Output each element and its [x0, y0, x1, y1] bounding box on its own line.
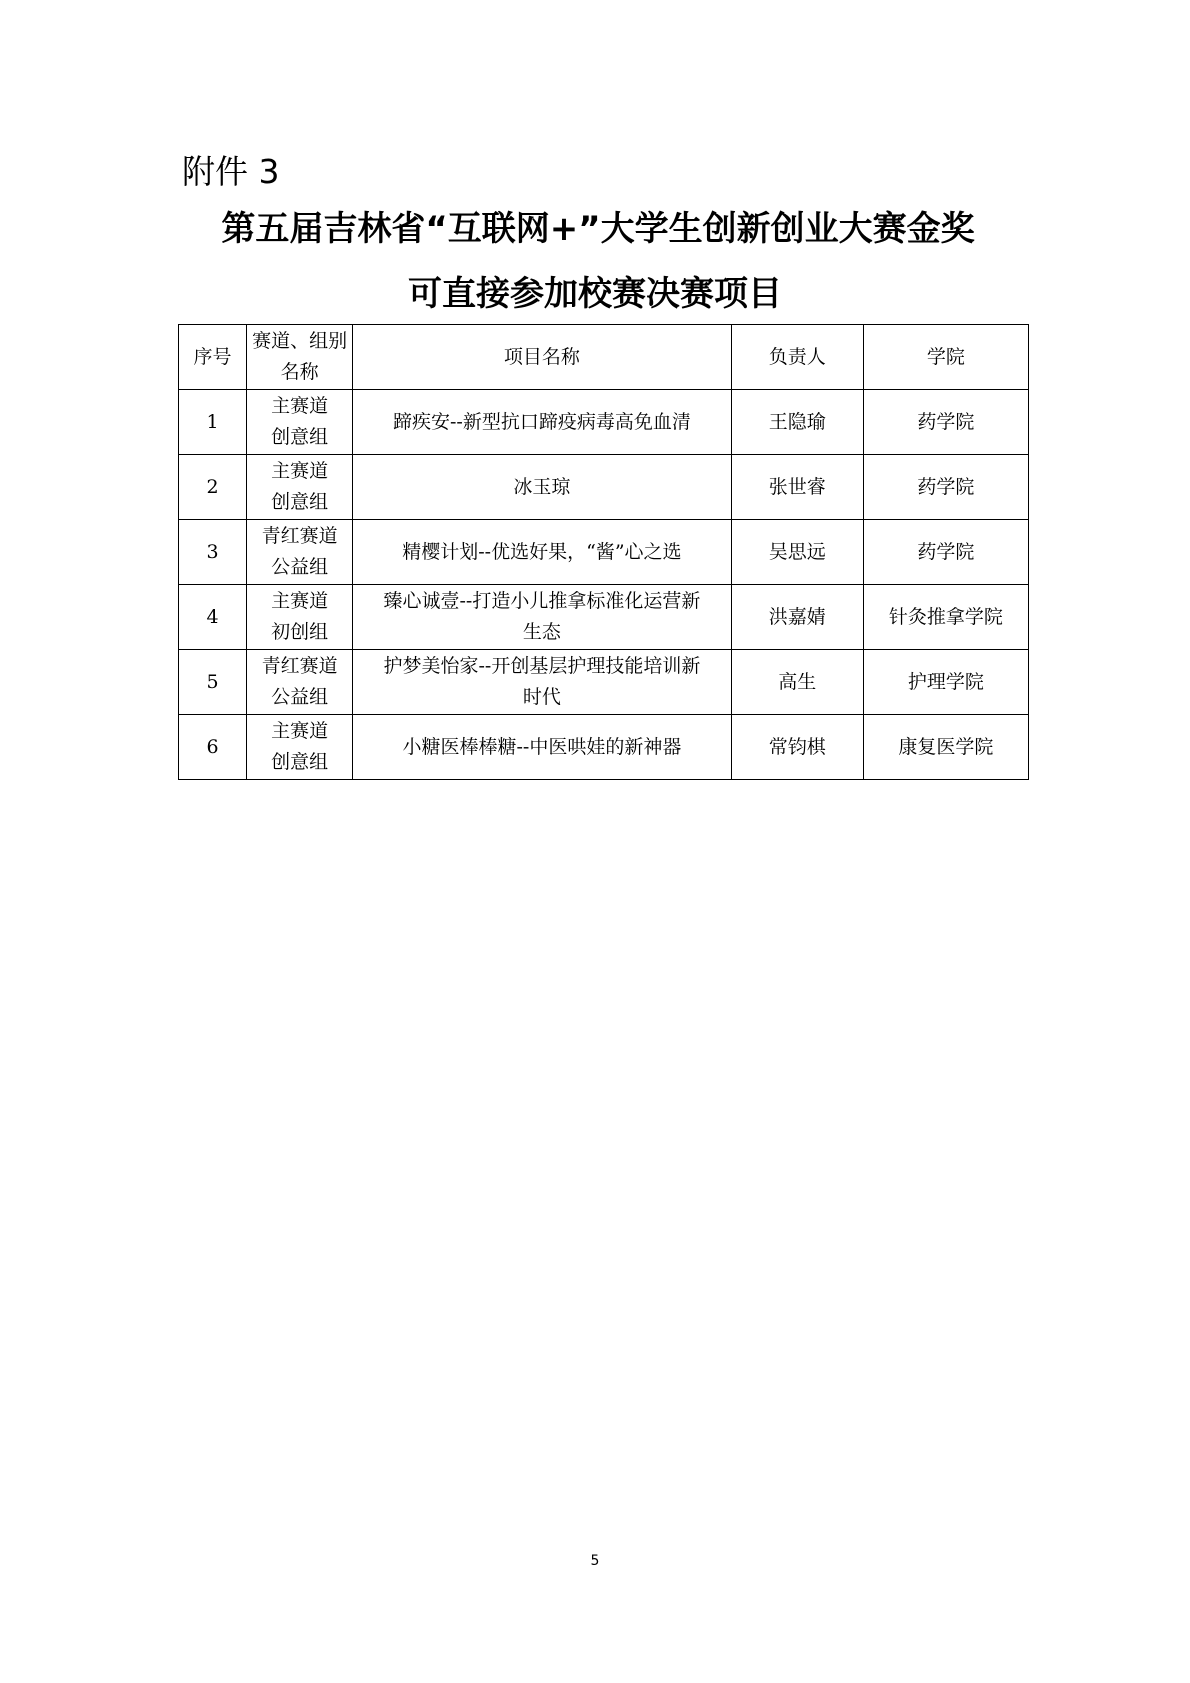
table-row — [179, 585, 1029, 650]
cell-project-name — [353, 650, 731, 715]
cell-track — [247, 455, 353, 520]
cell-track-line-2: 创意组 — [271, 751, 329, 773]
cell-no: 6 — [179, 715, 247, 780]
cell-project-name — [353, 585, 731, 650]
cell-track-line-2: 创意组 — [271, 491, 329, 513]
cell-track-line-2: 初创组 — [271, 621, 329, 643]
cell-college: 药学院 — [863, 390, 1028, 455]
cell-college: 护理学院 — [863, 650, 1028, 715]
cell-no: 5 — [179, 650, 247, 715]
table-row — [179, 715, 1029, 780]
cell-track — [247, 520, 353, 585]
cell-track-line-2: 公益组 — [271, 556, 329, 578]
cell-no: 1 — [179, 390, 247, 455]
cell-college: 康复医学院 — [863, 715, 1028, 780]
table-row — [179, 650, 1029, 715]
cell-no: 4 — [179, 585, 247, 650]
attachment-label: 附件 3 — [182, 152, 280, 191]
page-number: 5 — [590, 1553, 600, 1569]
cell-project-name — [353, 715, 731, 780]
cell-track-line-1: 主赛道 — [271, 720, 329, 742]
cell-leader: 张世睿 — [731, 455, 863, 520]
cell-project-name-line-2: 时代 — [522, 686, 561, 708]
cell-project-name — [353, 455, 731, 520]
header-track-line-1: 赛道、组别 — [252, 330, 348, 352]
cell-project-name — [353, 520, 731, 585]
cell-track-line-2: 创意组 — [271, 426, 329, 448]
cell-track-line-2: 公益组 — [271, 686, 329, 708]
cell-track-line-1: 青红赛道 — [261, 525, 338, 547]
document-title-line-1: 第五届吉林省“互联网+”大学生创新创业大赛金奖 — [221, 209, 975, 249]
table-row — [179, 520, 1029, 585]
table-row — [179, 455, 1029, 520]
cell-leader: 高生 — [731, 650, 863, 715]
table-header-row — [179, 325, 1029, 390]
cell-leader: 吴思远 — [731, 520, 863, 585]
cell-track-line-1: 主赛道 — [271, 395, 329, 417]
cell-project-name-line-1: 精樱计划--优选好果，“酱”心之选 — [402, 540, 682, 563]
cell-project-name-line-2: 生态 — [522, 621, 561, 643]
cell-no: 3 — [179, 520, 247, 585]
header-track — [247, 325, 353, 390]
cell-track-line-1: 主赛道 — [271, 590, 329, 612]
cell-project-name — [353, 390, 731, 455]
projects-table — [178, 324, 1029, 780]
cell-college: 药学院 — [863, 455, 1028, 520]
cell-college: 药学院 — [863, 520, 1028, 585]
cell-track-line-1: 青红赛道 — [261, 655, 338, 677]
cell-leader: 王隐瑜 — [731, 390, 863, 455]
cell-no: 2 — [179, 455, 247, 520]
cell-project-name-line-1: 护梦美怡家--开创基层护理技能培训新 — [383, 655, 701, 677]
header-leader: 负责人 — [731, 325, 863, 390]
cell-project-name-line-1: 蹄疾安--新型抗口蹄疫病毒高免血清 — [392, 410, 691, 433]
cell-project-name-line-1: 冰玉琼 — [513, 475, 571, 498]
cell-college: 针灸推拿学院 — [863, 585, 1028, 650]
cell-leader: 常钧棋 — [731, 715, 863, 780]
cell-track — [247, 650, 353, 715]
cell-track-line-1: 主赛道 — [271, 460, 329, 482]
cell-leader: 洪嘉婧 — [731, 585, 863, 650]
cell-project-name-line-1: 小糖医棒棒糖--中医哄娃的新神器 — [402, 735, 682, 758]
table-row — [179, 390, 1029, 455]
header-no: 序号 — [179, 325, 247, 390]
cell-track — [247, 585, 353, 650]
header-track-line-2: 名称 — [280, 361, 319, 383]
cell-track — [247, 715, 353, 780]
cell-track — [247, 390, 353, 455]
cell-project-name-line-1: 臻心诚壹--打造小儿推拿标准化运营新 — [383, 590, 701, 612]
document-title-line-2: 可直接参加校赛决赛项目 — [408, 274, 782, 314]
header-project-name: 项目名称 — [353, 325, 731, 390]
header-college: 学院 — [863, 325, 1028, 390]
